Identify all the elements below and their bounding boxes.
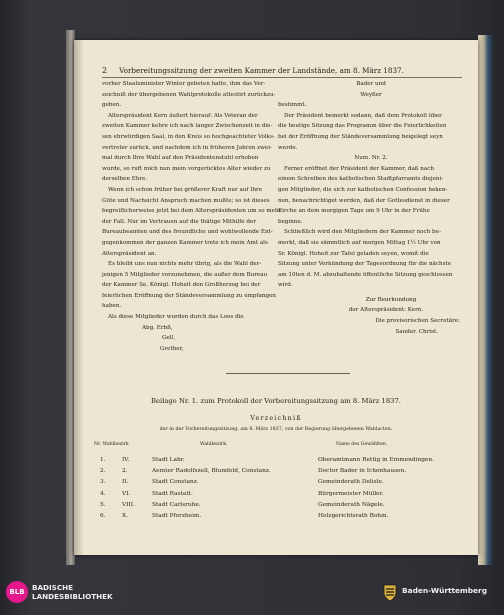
text-line: begreiflicherweise jetzt bei dem Alterspräsidenten um so mehr [102,208,282,215]
header-title: Vorbereitungssitzung der zweiten Kammer der Landstände, am 8. März 1837. [119,66,404,75]
elected-name: Bader und [356,81,386,87]
document-page [74,40,478,555]
elected-name: Weyßer [360,91,382,98]
left-text-column [102,79,282,354]
text-line: bestimmt. [278,102,307,109]
text-line: geben. [102,102,122,109]
cell-wahlbezirk: VIII. [122,501,135,508]
table-row [94,502,464,513]
text-line: Sr. Königl. Hoheit zur Tafel geladen seyen, womit die [278,250,429,257]
text-line: einem Schreiben des katholischen Stadtpfarramts diejeni- [278,176,444,183]
text-line: am 10ten d. M. abzuhaltende öffentliche Sitzung geschlossen [278,271,453,278]
cell-wahlbezirk: X. [122,512,128,519]
text-line: die heutige Sitzung das Programm über die Feierlichkeiten [278,123,447,130]
cell-bezirk: Stadt Pforzheim. [152,512,202,519]
cell-name: Bürgermeister Müller. [318,490,384,497]
cell-bezirk: Stadt Rastatt. [152,490,193,497]
text-line: Wenn ich schon früher bei größerer Kraft nur auf Ihre [108,186,263,193]
signature-line: Zur Beurkundung [365,296,417,303]
text-line: Sitzung unter Verkündung der Tagesordnung für die nächste [278,261,452,268]
text-line: Kirche an dem morgigen Tage um 9 Uhr in der Frühe [278,208,430,215]
blb-logo-icon [6,581,28,603]
right-text-column [278,79,464,337]
cell-nr: 1. [100,457,106,463]
signature-line: Die provisorischen Secretäre: [375,318,460,325]
library-name [32,583,113,601]
text-line: Als diese Mitglieder wurden durch das Loos die [108,314,244,321]
library-name-line1: BADISCHE [32,583,74,592]
column-header-nr [94,442,134,448]
text-line: haben. [102,303,122,310]
elected-name: Grether, [160,345,184,352]
cell-nr: 6. [100,512,106,519]
text-line: wird. [278,282,293,289]
elected-name: Gell, [162,335,176,342]
text-line: gen Mitglieder, die sich zur katholischen Confession beken- [278,186,448,193]
cell-bezirk: Stadt Carlsruhe. [152,501,201,508]
cell-name: Gemeinderath Nägele. [318,501,385,508]
signature-line: Sander. Christ. [395,328,438,335]
cell-bezirk: Aemter Radolfszell, Blumfeld, Constanz. [152,468,271,475]
text-line: Bureaubeamten und des freundliche und wohlwollende Ent- [102,229,273,236]
cell-name: Holzgerichtsrath Bohm. [318,512,389,519]
text-line: der Fall. Nur im Vertrauen auf die thätige Mithilfe der [102,218,256,225]
list-heading: Verzeichniß [250,414,302,422]
cell-wahlbezirk: VI. [122,490,131,497]
elected-name: Abg. Erbß, [142,324,173,331]
text-line: jenigen 5 Mitglieder vorzunehmen, die außer dem Bureau [102,271,268,278]
list-subtitle: der in der Vorbereitungssitzung, am 8. März 1837, von der Regierung übergebenen Wahlacten. [159,427,393,432]
section-divider [226,373,350,374]
column-header-bezirk: Wahlbezirk. [200,442,228,447]
header-rule [102,77,462,78]
text-line: derselben Ehre. [102,176,148,183]
text-line: feierlichen Eröffnung der Ständeversammlung zu empfangen [102,292,277,299]
text-line: Alterspräsident an. [102,250,157,257]
text-line: merkt, daß sie sämmtlich auf morgen Mittag 1½ Uhr von [278,239,441,246]
column-header-nr-label: Nr. [94,442,102,447]
text-line: vorher Staatsminister Winter gebeten hatte, ihm das Ver- [102,81,266,87]
text-line: zweiten Kammer kehre ich nach langer Zwischenzeit in die- [102,123,273,130]
text-line: Güte und Nachsicht Anspruch machen mußte; so ist dieses [102,197,270,204]
text-line: Ferner eröffnet der Präsident der Kammer, daß nach [284,165,434,172]
cell-name: Gemeinderath Delisle. [318,479,384,486]
table-row [94,457,464,468]
cell-bezirk: Stadt Lahr. [152,457,185,463]
text-line: bei der Eröffnung der Ständeversammlung beigelegt seyn [278,133,443,140]
text-line: Der Präsident bemerkt sodann, daß dem Protokoll über [284,112,442,119]
text-line: zeichniß der übergebenen Wahlprotokolle attestirt zurückzu- [102,91,276,98]
page-edge [478,35,492,565]
text-line: werde. [278,144,298,151]
cell-name: Doctor Bader in Ichenhausen. [318,468,407,475]
blb-logo-letters: BLB [9,588,25,596]
text-line: nen, benachrichtiget werden, daß der Gottesdienst in dieser [278,197,450,204]
cell-wahlbezirk: 2. [122,468,128,475]
table-row [94,491,464,502]
signature-line: der Alterspräsident: Kern. [348,307,424,314]
cell-bezirk: Stadt Constanz. [152,479,199,486]
text-line: gegenkommen der ganzen Kammer trete ich mein Amt als [102,239,268,246]
cell-nr: 5. [100,501,106,508]
text-line: beginne. [278,218,303,225]
column-header-wahlbezirk: Wahlbezirk [102,442,129,447]
table-row [94,479,464,490]
cell-wahlbezirk: II. [122,479,129,486]
column-header-name: Name des Gewählten. [336,442,388,447]
table-row [94,513,464,524]
table-row [94,468,464,479]
elected-table [94,457,464,524]
cell-wahlbezirk: IV. [122,457,130,463]
text-line: Schließlich wird den Mitgliedern der Kammer noch be- [284,229,441,236]
page-header [102,66,462,75]
cell-nr: 3. [100,479,106,486]
cell-name: Oberamtmann Rettig in Emmendingen. [318,457,434,463]
text-line: mal durch Ihre Wahl auf den Präsidentenstuhl erhoben [102,155,259,162]
text-line: wurde, so ruft mich nun mein vorgerücktes Alter wieder zu [102,165,271,172]
cell-nr: 4. [100,490,106,497]
appendix-title: Beilage Nr. 1. zum Protokoll der Vorbereitungssitzung am 8. März 1837. [151,397,401,405]
text-line: Alterspräsident Kern äußert hierauf: Als Veteran der [108,112,258,119]
state-name: Baden-Württemberg [402,586,487,595]
text-line: Es bleibt uns nun nichts mehr übrig, als die Wahl der- [108,261,262,268]
library-name-line2: LANDESBIBLIOTHEK [32,592,113,601]
text-line: der Kammer Se. Königl. Hoheit den Großherzog bei der [102,282,261,289]
baden-wuerttemberg-crest-icon [382,584,398,602]
cell-nr: 2. [100,468,106,475]
page-number: 2 [102,66,108,75]
section-heading: Num. Nr. 2. [354,155,388,162]
text-line: vertreter zurück, und nachdem ich in früheren Jahren zwei- [102,144,272,151]
text-line: sen ehrwürdigen Saal, in den Kreis so hochgeachteter Volks- [102,133,275,140]
